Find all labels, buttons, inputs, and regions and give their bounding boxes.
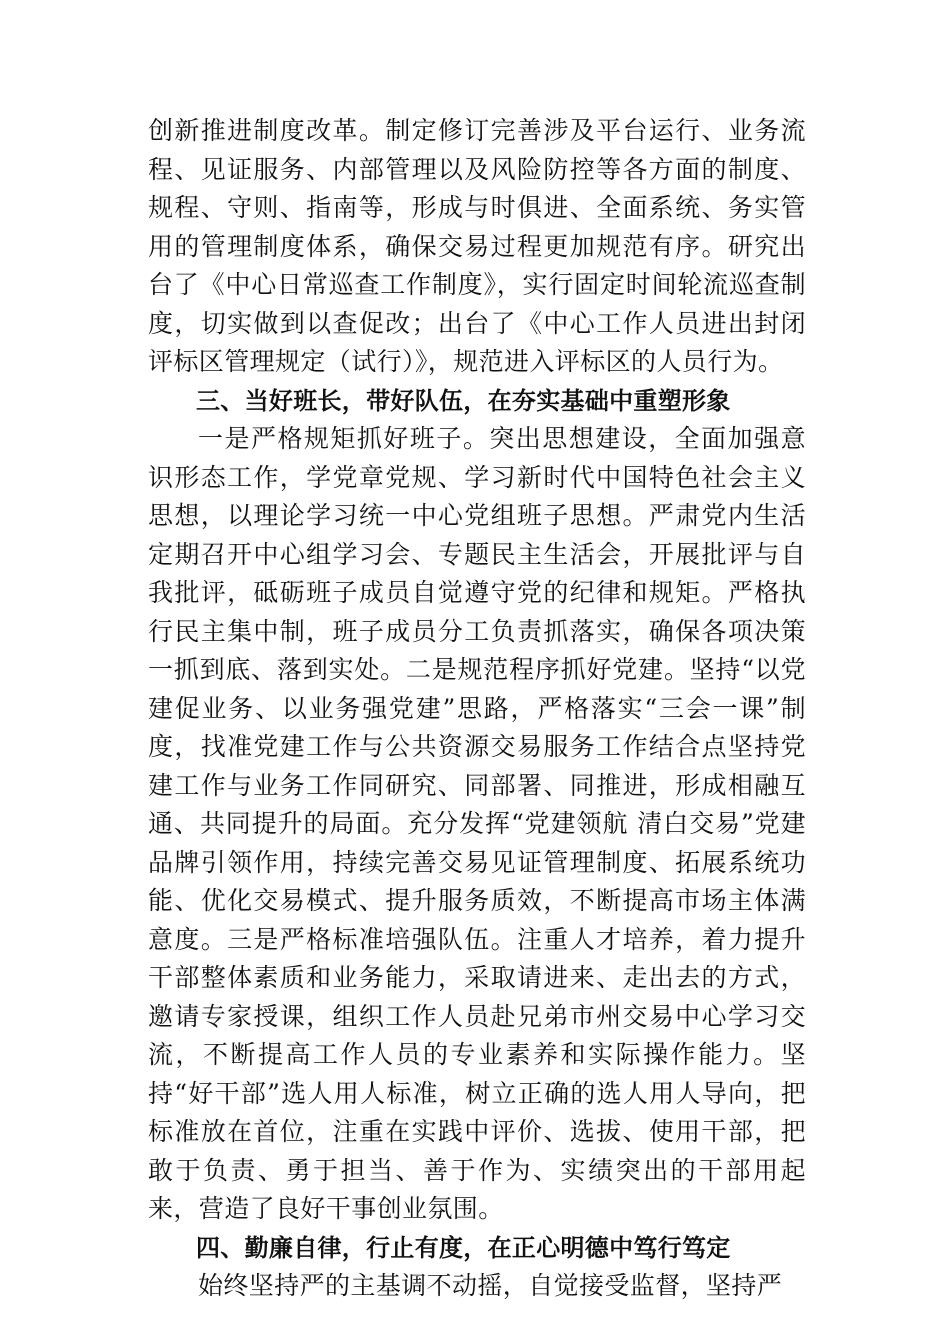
document-page bbox=[148, 112, 806, 1306]
paragraph-institutional-reform: 创新推进制度改革。制定修订完善涉及平台运行、业务流程、见证服务、内部管理以及风险防控等各方面的制度、规程、守则、指南等，形成与时俱进、全面系统、务实管用的管理制度体系，确保交易过程更加规范有序。研究出台了《中心日常巡查工作制度》，实行固定时间轮流巡查制度，切实做到以查促改；出台了《中心工作人员进出封闭评标区管理规定（试行）》，规范进入评标区的人员行为。 bbox=[148, 116, 806, 376]
section-heading-four: 四、勤廉自律，行止有度，在正心明德中笃行笃定 bbox=[196, 1233, 731, 1262]
paragraph-team-building: 一是严格规矩抓好班子。突出思想建设，全面加强意识形态工作，学党章党规、学习新时代中国特色社会主义思想，以理论学习统一中心党组班子思想。严肃党内生活定期召开中心组学习会、专题民主生活会，开展批评与自我批评，砥砺班子成员自觉遵守党的纪律和规矩。严格执行民主集中制，班子成员分工负责抓落实，确保各项决策一抓到底、落到实处。二是规范程序抓好党建。坚持“以党建促业务、以业务强党建”思路，严格落实“三会一课”制度，找准党建工作与公共资源交易服务工作结合点坚持党建工作与业务工作同研究、同部署、同推进，形成相融互通、共同提升的局面。充分发挥“党建领航 清白交易”党建品牌引领作用，持续完善交易见证管理制度、拓展系统功能、优化交易模式、提升服务质效，不断提高市场主体满意度。三是严格标准培强队伍。注重人才培养，着力提升干部整体素质和业务能力，采取请进来、走出去的方式，邀请专家授课，组织工作人员赴兄弟市州交易中心学习交流，不断提高工作人员的专业素养和实际操作能力。坚持“好干部”选人用人标准，树立正确的选人用人导向，把标准放在首位，注重在实践中评价、选拔、使用干部，把敢于负责、勇于担当、善于作为、实绩突出的干部用起来，营造了良好干事创业氛围。 bbox=[148, 424, 806, 1223]
paragraph-integrity: 始终坚持严的主基调不动摇，自觉接受监督，坚持严 bbox=[198, 1271, 783, 1300]
section-heading-three: 三、当好班长，带好队伍，在夯实基础中重塑形象 bbox=[196, 386, 731, 415]
